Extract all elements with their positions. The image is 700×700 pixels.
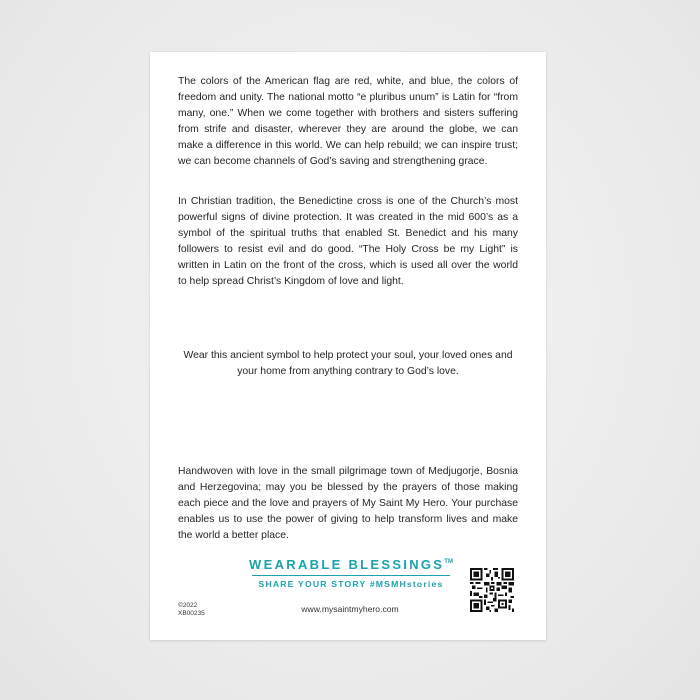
website-link[interactable]: www.mysaintmyhero.com (301, 604, 399, 614)
footer-codes (178, 602, 205, 618)
brand-title-text: WEARABLE BLESSINGS (249, 557, 445, 572)
brand-title (246, 554, 456, 573)
handwoven-paragraph: Handwoven with love in the small pilgrimage town of Medjugorje, Bosnia and Herzegovina; may you be blessed by the prayers of those making each piece and the love and prayers of My Saint My Hero. Your purchase enables us to use the power of giving to help transform lives and make the world a better place. (178, 466, 518, 541)
qr-code-icon (470, 568, 514, 612)
copyright-text: ©2022 (178, 602, 198, 609)
protection-message: Wear this ancient symbol to help protect your soul, your loved ones and your home from anything contrary to God’s love. (183, 350, 513, 377)
trademark-mark: TM (444, 559, 453, 565)
product-info-card (150, 52, 546, 640)
benedictine-cross-paragraph: In Christian tradition, the Benedictine cross is one of the Church’s most powerful signs of divine protection. It was created in the mid 600’s as a symbol of the spiritual truths that enabled St. Benedict and his many followers to resist evil and do good. “The Holy Cross be my Light” is written in Latin on the front of the cross, which is used all over the world to help spread Christ’s Kingdom of love and light. (178, 196, 518, 287)
sku-text: XB00235 (178, 610, 205, 617)
brand-subtitle: SHARE YOUR STORY #MSMHstories (258, 579, 444, 589)
flag-paragraph: The colors of the American flag are red, white, and blue, the colors of freedom and unity. The national motto “e pluribus unum” is Latin for “from many, one.” When we come together with brothers and sisters suffering from strife and disaster, wherever they are around the globe, we can make a difference in this world. We can help rebuild; we can inspire trust; we can become channels of God’s saving and strengthening grace. (178, 76, 518, 167)
brand-divider (252, 575, 450, 576)
brand-block (246, 554, 456, 590)
